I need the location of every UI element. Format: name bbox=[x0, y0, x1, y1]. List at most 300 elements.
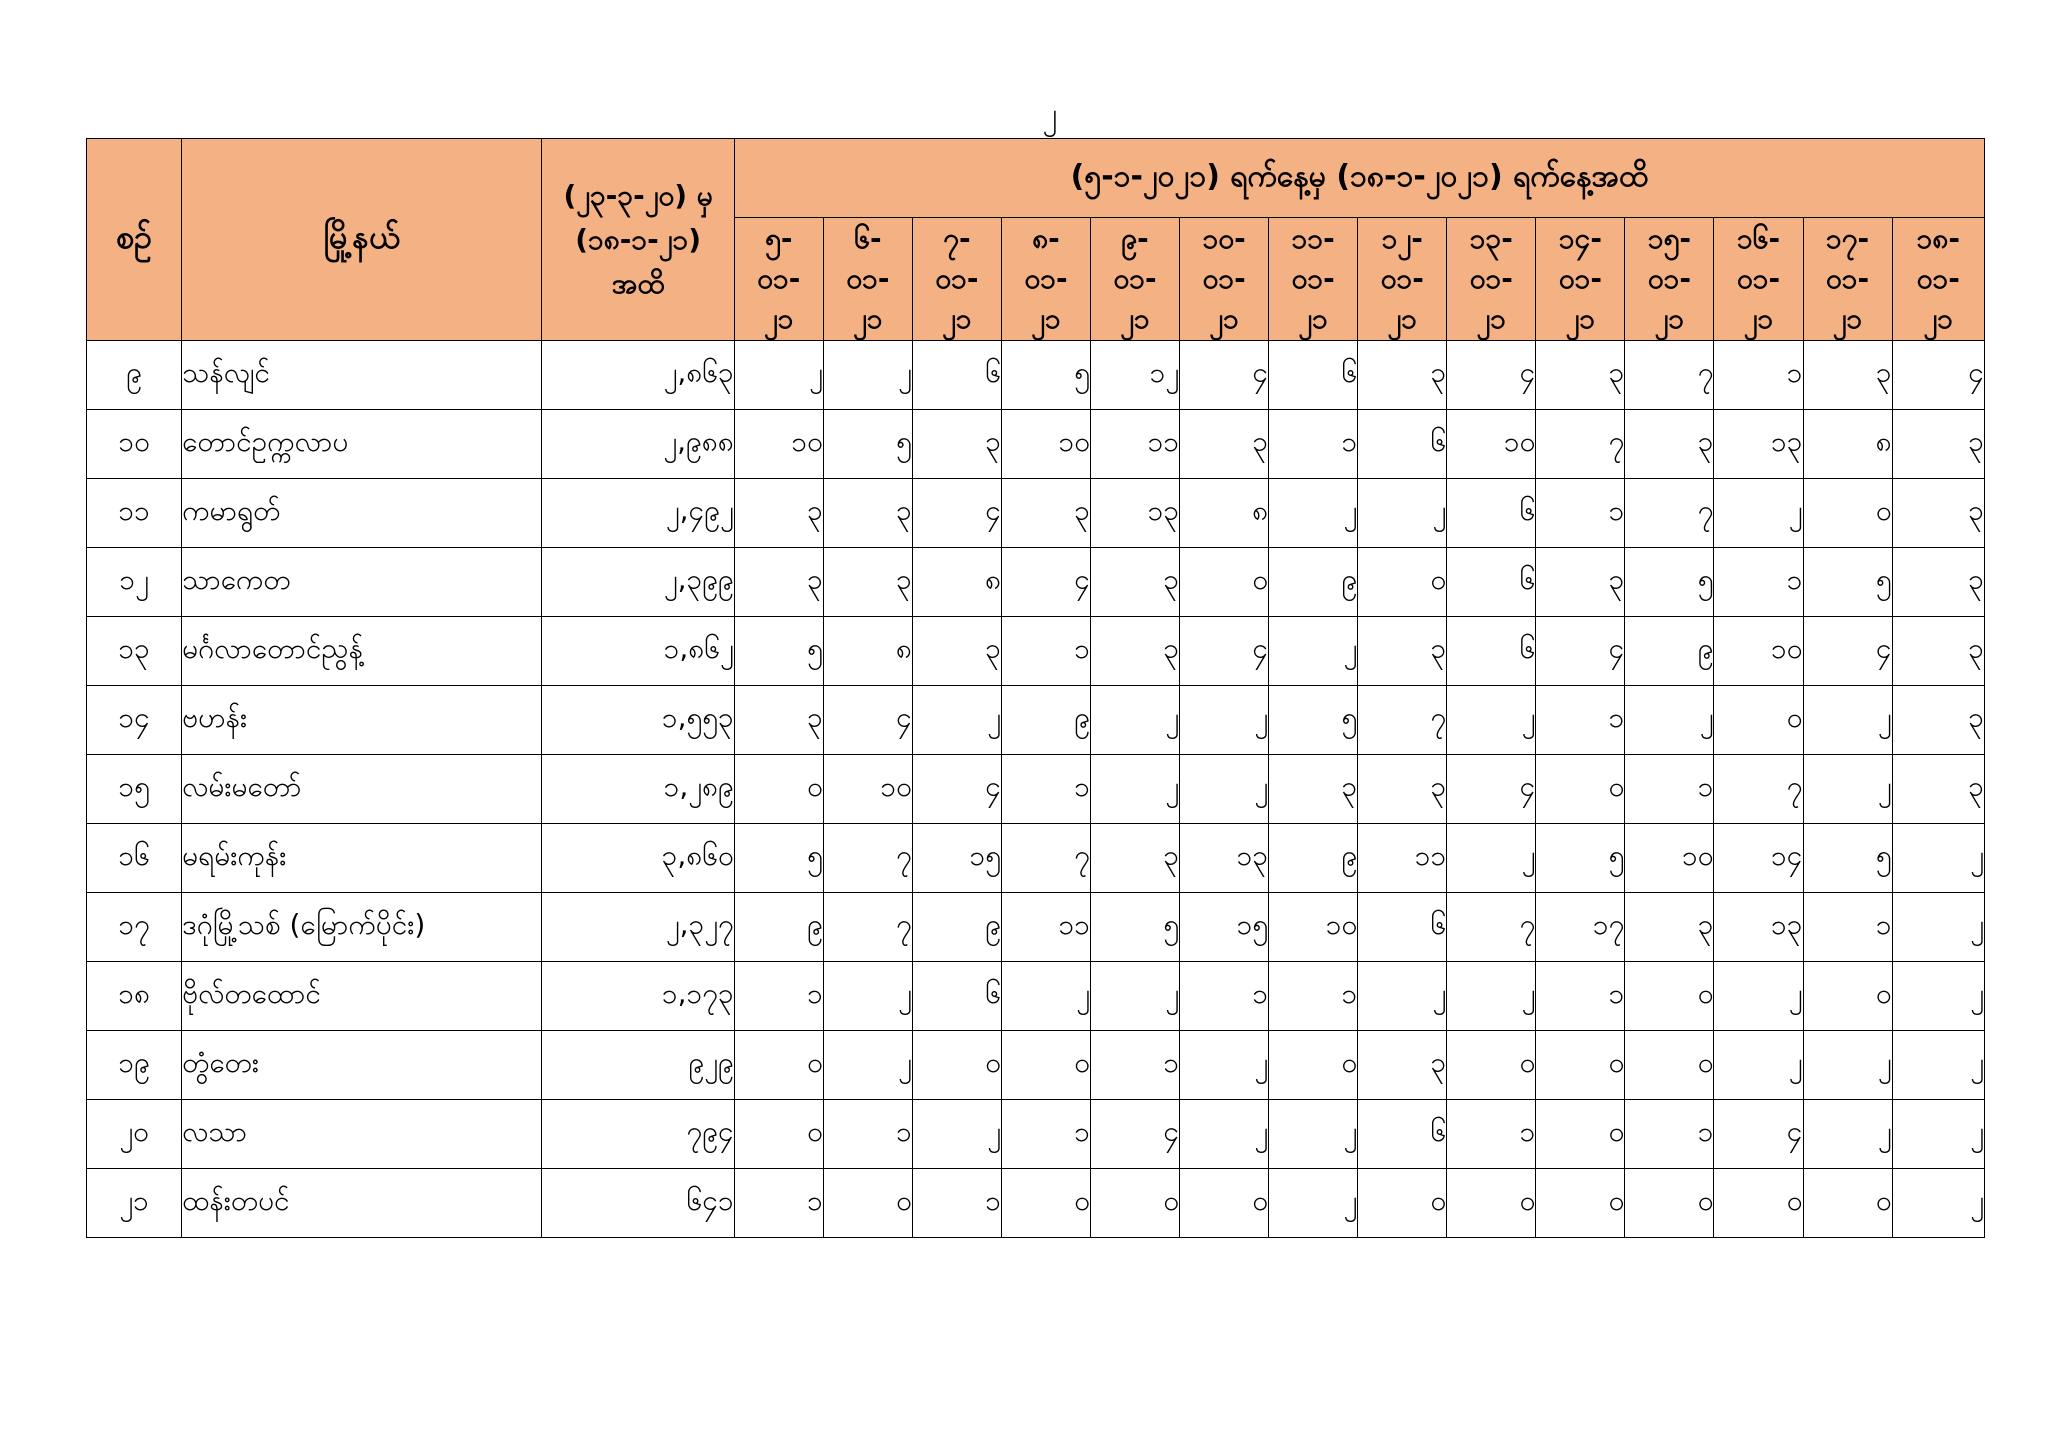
row-daily-value: ၀ bbox=[734, 1031, 823, 1100]
row-daily-value: ၁၇ bbox=[1536, 893, 1625, 962]
row-serial: ၁၅ bbox=[87, 755, 182, 824]
header-day-part: ၂၁ bbox=[853, 302, 883, 335]
row-daily-value: ၃ bbox=[1625, 893, 1714, 962]
row-daily-value: ၁ bbox=[1269, 962, 1358, 1031]
header-day-part: ၀၁- bbox=[1558, 262, 1602, 295]
row-cumulative-total: ၆၄၁ bbox=[542, 1169, 734, 1238]
row-township: မင်္ဂလာတောင်ညွန့် bbox=[182, 617, 542, 686]
row-daily-value: ၀ bbox=[734, 755, 823, 824]
row-daily-value: ၃ bbox=[1625, 410, 1714, 479]
header-day-part: ၀၁- bbox=[1113, 262, 1157, 295]
row-daily-value: ၈ bbox=[1180, 479, 1269, 548]
header-day-part: ၀၁- bbox=[1469, 262, 1513, 295]
row-daily-value: ၃ bbox=[1536, 548, 1625, 617]
row-daily-value: ၁၀ bbox=[1447, 410, 1536, 479]
row-daily-value: ၁ bbox=[912, 1169, 1001, 1238]
row-daily-value: ၂ bbox=[1180, 755, 1269, 824]
row-daily-value: ၀ bbox=[823, 1169, 912, 1238]
row-daily-value: ၀ bbox=[1447, 1169, 1536, 1238]
row-daily-value: ၂ bbox=[1892, 962, 1984, 1031]
row-daily-value: ၃ bbox=[823, 479, 912, 548]
row-daily-value: ၅ bbox=[1803, 824, 1892, 893]
header-day-part: ၁၂- bbox=[1381, 222, 1423, 255]
header-day-part: ၁၅- bbox=[1647, 222, 1691, 255]
row-daily-value: ၀ bbox=[1001, 1031, 1090, 1100]
header-day-part: ၂၁ bbox=[1120, 302, 1150, 335]
row-serial: ၁၇ bbox=[87, 893, 182, 962]
header-day-10 bbox=[1536, 218, 1625, 341]
row-daily-value: ၀ bbox=[1001, 1169, 1090, 1238]
row-daily-value: ၁ bbox=[1536, 686, 1625, 755]
row-daily-value: ၁၀ bbox=[1269, 893, 1358, 962]
table-row bbox=[87, 617, 1985, 686]
row-daily-value: ၂ bbox=[1714, 1031, 1803, 1100]
row-daily-value: ၆ bbox=[1447, 617, 1536, 686]
row-daily-value: ၁၀ bbox=[734, 410, 823, 479]
header-day-1 bbox=[734, 218, 823, 341]
row-daily-value: ၂ bbox=[1803, 686, 1892, 755]
row-township: ကမာရွတ် bbox=[182, 479, 542, 548]
row-cumulative-total: ၁,၁၇၃ bbox=[542, 962, 734, 1031]
row-daily-value: ၆ bbox=[1358, 410, 1447, 479]
row-daily-value: ၃ bbox=[1358, 755, 1447, 824]
row-daily-value: ၃ bbox=[1091, 824, 1180, 893]
row-daily-value: ၂ bbox=[912, 1100, 1001, 1169]
header-cumulative-line3: အထိ bbox=[611, 266, 665, 300]
header-day-part: ၂၁ bbox=[1209, 302, 1239, 335]
row-daily-value: ၀ bbox=[1803, 479, 1892, 548]
row-daily-value: ၀ bbox=[1358, 548, 1447, 617]
row-daily-value: ၁၁ bbox=[1358, 824, 1447, 893]
row-daily-value: ၂ bbox=[1091, 755, 1180, 824]
table-body bbox=[87, 341, 1985, 1238]
row-daily-value: ၂ bbox=[1269, 1100, 1358, 1169]
row-cumulative-total: ၂,၃၂၇ bbox=[542, 893, 734, 962]
header-day-part: ၀၁- bbox=[1916, 262, 1960, 295]
row-daily-value: ၁ bbox=[734, 1169, 823, 1238]
row-daily-value: ၂ bbox=[1091, 962, 1180, 1031]
row-cumulative-total: ၂,၄၉၂ bbox=[542, 479, 734, 548]
row-cumulative-total: ၁,၈၆၂ bbox=[542, 617, 734, 686]
row-daily-value: ၅ bbox=[1625, 548, 1714, 617]
row-daily-value: ၁၃ bbox=[1180, 824, 1269, 893]
row-cumulative-total: ၂,၃၉၉ bbox=[542, 548, 734, 617]
header-day-part: ၀၁- bbox=[1380, 262, 1424, 295]
row-daily-value: ၄ bbox=[1803, 617, 1892, 686]
table-row bbox=[87, 962, 1985, 1031]
row-daily-value: ၁ bbox=[734, 962, 823, 1031]
header-day-7 bbox=[1269, 218, 1358, 341]
row-daily-value: ၃ bbox=[1536, 341, 1625, 410]
row-serial: ၁၄ bbox=[87, 686, 182, 755]
row-daily-value: ၃ bbox=[1269, 755, 1358, 824]
header-day-part: ၂၁ bbox=[1387, 302, 1417, 335]
row-cumulative-total: ၁,၅၅၃ bbox=[542, 686, 734, 755]
row-daily-value: ၅ bbox=[1001, 341, 1090, 410]
row-township: သန်လျင် bbox=[182, 341, 542, 410]
header-day-part: ၀၁- bbox=[1024, 262, 1068, 295]
row-daily-value: ၉ bbox=[1001, 686, 1090, 755]
row-daily-value: ၁ bbox=[1269, 410, 1358, 479]
row-daily-value: ၇ bbox=[1001, 824, 1090, 893]
row-daily-value: ၃ bbox=[1358, 617, 1447, 686]
table-header bbox=[87, 139, 1985, 341]
row-daily-value: ၃ bbox=[1892, 479, 1984, 548]
header-day-13 bbox=[1803, 218, 1892, 341]
row-daily-value: ၂ bbox=[1447, 962, 1536, 1031]
row-daily-value: ၂ bbox=[1714, 479, 1803, 548]
row-daily-value: ၁ bbox=[1001, 755, 1090, 824]
row-daily-value: ၂ bbox=[1892, 824, 1984, 893]
row-daily-value: ၀ bbox=[1536, 1100, 1625, 1169]
row-daily-value: ၂ bbox=[823, 341, 912, 410]
row-daily-value: ၆ bbox=[1358, 1100, 1447, 1169]
row-daily-value: ၂ bbox=[1803, 755, 1892, 824]
header-day-8 bbox=[1358, 218, 1447, 341]
header-day-3 bbox=[912, 218, 1001, 341]
header-day-part: ၇- bbox=[943, 222, 971, 255]
row-daily-value: ၂ bbox=[823, 962, 912, 1031]
row-daily-value: ၀ bbox=[1447, 1031, 1536, 1100]
row-daily-value: ၄ bbox=[1091, 1100, 1180, 1169]
row-daily-value: ၆ bbox=[1447, 479, 1536, 548]
row-daily-value: ၄ bbox=[912, 755, 1001, 824]
row-daily-value: ၂ bbox=[1180, 1031, 1269, 1100]
row-daily-value: ၃ bbox=[1358, 341, 1447, 410]
row-daily-value: ၂ bbox=[1892, 1100, 1984, 1169]
row-daily-value: ၃ bbox=[734, 479, 823, 548]
row-daily-value: ၀ bbox=[1625, 962, 1714, 1031]
header-day-4 bbox=[1001, 218, 1090, 341]
row-daily-value: ၁၂ bbox=[1091, 341, 1180, 410]
row-daily-value: ၇ bbox=[823, 824, 912, 893]
header-day-part: ၂၁ bbox=[764, 302, 794, 335]
row-daily-value: ၄ bbox=[1447, 341, 1536, 410]
row-daily-value: ၃ bbox=[1892, 617, 1984, 686]
row-daily-value: ၀ bbox=[1803, 962, 1892, 1031]
header-day-part: ၁၇- bbox=[1826, 222, 1870, 255]
row-township: ဗဟန်း bbox=[182, 686, 542, 755]
row-daily-value: ၂ bbox=[1269, 1169, 1358, 1238]
row-daily-value: ၂ bbox=[1269, 617, 1358, 686]
row-daily-value: ၀ bbox=[1536, 1169, 1625, 1238]
row-daily-value: ၁ bbox=[1536, 479, 1625, 548]
row-daily-value: ၂ bbox=[1091, 686, 1180, 755]
row-daily-value: ၄ bbox=[1001, 548, 1090, 617]
row-cumulative-total: ၉၂၉ bbox=[542, 1031, 734, 1100]
row-daily-value: ၆ bbox=[1269, 341, 1358, 410]
row-daily-value: ၃ bbox=[1180, 410, 1269, 479]
row-daily-value: ၁ bbox=[823, 1100, 912, 1169]
table-row bbox=[87, 686, 1985, 755]
row-daily-value: ၈ bbox=[1803, 410, 1892, 479]
row-township: လသာ bbox=[182, 1100, 542, 1169]
header-day-part: ၁၈- bbox=[1916, 222, 1960, 255]
row-daily-value: ၄ bbox=[1536, 617, 1625, 686]
row-daily-value: ၁၁ bbox=[1001, 893, 1090, 962]
row-daily-value: ၄ bbox=[1180, 341, 1269, 410]
row-daily-value: ၃ bbox=[1892, 755, 1984, 824]
table-row bbox=[87, 824, 1985, 893]
row-daily-value: ၀ bbox=[1180, 548, 1269, 617]
row-daily-value: ၁ bbox=[1091, 1031, 1180, 1100]
header-day-part: ၂၁ bbox=[1923, 302, 1954, 335]
row-daily-value: ၃ bbox=[1358, 1031, 1447, 1100]
table-row bbox=[87, 479, 1985, 548]
row-daily-value: ၄ bbox=[912, 479, 1001, 548]
row-daily-value: ၂ bbox=[1447, 686, 1536, 755]
row-daily-value: ၆ bbox=[912, 962, 1001, 1031]
header-day-11 bbox=[1625, 218, 1714, 341]
header-day-part: ၀၁- bbox=[757, 262, 801, 295]
row-daily-value: ၀ bbox=[734, 1100, 823, 1169]
row-daily-value: ၃ bbox=[912, 410, 1001, 479]
header-day-part: ၀၁- bbox=[1291, 262, 1335, 295]
row-township: လမ်းမတော် bbox=[182, 755, 542, 824]
row-daily-value: ၁၅ bbox=[912, 824, 1001, 893]
header-day-9 bbox=[1447, 218, 1536, 341]
header-cumulative-line2: (၁၈-၁-၂၁) bbox=[575, 222, 702, 256]
row-daily-value: ၂ bbox=[1625, 686, 1714, 755]
table-row bbox=[87, 893, 1985, 962]
row-daily-value: ၁ bbox=[1625, 1100, 1714, 1169]
row-daily-value: ၁ bbox=[1447, 1100, 1536, 1169]
row-daily-value: ၁ bbox=[1714, 548, 1803, 617]
row-daily-value: ၂ bbox=[1269, 479, 1358, 548]
row-daily-value: ၂ bbox=[823, 1031, 912, 1100]
row-township: တွံတေး bbox=[182, 1031, 542, 1100]
header-cumulative bbox=[542, 139, 734, 341]
row-daily-value: ၆ bbox=[1358, 893, 1447, 962]
header-day-5 bbox=[1091, 218, 1180, 341]
row-cumulative-total: ၂,၉၈၈ bbox=[542, 410, 734, 479]
header-day-part: ၂၁ bbox=[1298, 302, 1328, 335]
row-daily-value: ၀ bbox=[1714, 1169, 1803, 1238]
row-serial: ၁၂ bbox=[87, 548, 182, 617]
header-township: မြို့နယ် bbox=[182, 139, 542, 341]
header-day-part: ၀၁- bbox=[1647, 262, 1691, 295]
row-daily-value: ၂ bbox=[1803, 1031, 1892, 1100]
row-daily-value: ၁ bbox=[1803, 893, 1892, 962]
row-township: ဒဂုံမြို့သစ် (မြောက်ပိုင်း) bbox=[182, 893, 542, 962]
row-daily-value: ၅ bbox=[734, 824, 823, 893]
header-day-part: ၈- bbox=[1032, 222, 1060, 255]
row-daily-value: ၁ bbox=[1714, 341, 1803, 410]
row-serial: ၁၀ bbox=[87, 410, 182, 479]
row-daily-value: ၉ bbox=[734, 893, 823, 962]
header-day-part: ၂၁ bbox=[1476, 302, 1507, 335]
row-daily-value: ၂ bbox=[912, 686, 1001, 755]
header-serial: စဉ် bbox=[87, 139, 182, 341]
row-daily-value: ၇ bbox=[1714, 755, 1803, 824]
row-daily-value: ၅ bbox=[1803, 548, 1892, 617]
row-daily-value: ၅ bbox=[1536, 824, 1625, 893]
row-daily-value: ၇ bbox=[1625, 341, 1714, 410]
row-daily-value: ၁ bbox=[1180, 962, 1269, 1031]
row-daily-value: ၁ bbox=[1001, 1100, 1090, 1169]
row-serial: ၁၉ bbox=[87, 1031, 182, 1100]
header-day-part: ၀၁- bbox=[846, 262, 890, 295]
header-day-part: ၁၄- bbox=[1558, 222, 1602, 255]
row-daily-value: ၁၃ bbox=[1714, 410, 1803, 479]
header-day-part: ၁၆- bbox=[1736, 222, 1781, 255]
row-daily-value: ၁ bbox=[1536, 962, 1625, 1031]
table-row bbox=[87, 755, 1985, 824]
row-serial: ၂၁ bbox=[87, 1169, 182, 1238]
covid-cases-table bbox=[86, 138, 1985, 1238]
header-day-part: ၂၁ bbox=[1031, 302, 1061, 335]
header-day-part: ၂၁ bbox=[1743, 302, 1774, 335]
row-daily-value: ၅ bbox=[823, 410, 912, 479]
header-day-2 bbox=[823, 218, 912, 341]
row-daily-value: ၃ bbox=[1803, 341, 1892, 410]
header-day-12 bbox=[1714, 218, 1803, 341]
row-daily-value: ၂ bbox=[1892, 893, 1984, 962]
row-daily-value: ၀ bbox=[1091, 1169, 1180, 1238]
row-daily-value: ၃ bbox=[1892, 686, 1984, 755]
row-cumulative-total: ၁,၂၈၉ bbox=[542, 755, 734, 824]
header-day-part: ၀၁- bbox=[1736, 262, 1781, 295]
header-day-part: ၀၁- bbox=[1826, 262, 1870, 295]
row-serial: ၉ bbox=[87, 341, 182, 410]
row-daily-value: ၄ bbox=[1892, 341, 1984, 410]
table-row bbox=[87, 1169, 1985, 1238]
header-day-part: ၀၁- bbox=[1202, 262, 1246, 295]
row-daily-value: ၄ bbox=[1180, 617, 1269, 686]
row-daily-value: ၃ bbox=[1892, 410, 1984, 479]
row-township: သာကေတ bbox=[182, 548, 542, 617]
row-daily-value: ၂ bbox=[1358, 962, 1447, 1031]
header-day-part: ၂၁ bbox=[1832, 302, 1863, 335]
table-row bbox=[87, 1031, 1985, 1100]
row-daily-value: ၀ bbox=[1358, 1169, 1447, 1238]
row-daily-value: ၈ bbox=[912, 548, 1001, 617]
row-daily-value: ၂ bbox=[1803, 1100, 1892, 1169]
row-daily-value: ၂ bbox=[1447, 824, 1536, 893]
header-day-part: ၁၁- bbox=[1291, 222, 1335, 255]
header-day-part: ၂၁ bbox=[942, 302, 972, 335]
row-daily-value: ၀ bbox=[1180, 1169, 1269, 1238]
row-daily-value: ၁၅ bbox=[1180, 893, 1269, 962]
row-daily-value: ၀ bbox=[1625, 1031, 1714, 1100]
row-serial: ၂၀ bbox=[87, 1100, 182, 1169]
row-daily-value: ၂ bbox=[1180, 686, 1269, 755]
row-daily-value: ၂ bbox=[1358, 479, 1447, 548]
row-cumulative-total: ၃,၈၆၀ bbox=[542, 824, 734, 893]
row-serial: ၁၁ bbox=[87, 479, 182, 548]
row-daily-value: ၉ bbox=[1625, 617, 1714, 686]
row-township: မရမ်းကုန်း bbox=[182, 824, 542, 893]
row-daily-value: ၁၁ bbox=[1091, 410, 1180, 479]
row-daily-value: ၂ bbox=[1714, 962, 1803, 1031]
row-daily-value: ၀ bbox=[1625, 1169, 1714, 1238]
row-daily-value: ၈ bbox=[823, 617, 912, 686]
table-row bbox=[87, 1100, 1985, 1169]
row-daily-value: ၀ bbox=[912, 1031, 1001, 1100]
row-daily-value: ၉ bbox=[912, 893, 1001, 962]
row-township: ထန်းတပင် bbox=[182, 1169, 542, 1238]
row-daily-value: ၂ bbox=[734, 341, 823, 410]
row-cumulative-total: ၂,၈၆၃ bbox=[542, 341, 734, 410]
header-cumulative-line1: (၂၃-၃-၂၀) မှ bbox=[563, 178, 713, 212]
table-row bbox=[87, 548, 1985, 617]
row-daily-value: ၁၀ bbox=[823, 755, 912, 824]
row-daily-value: ၇ bbox=[1536, 410, 1625, 479]
table-row bbox=[87, 410, 1985, 479]
header-day-6 bbox=[1180, 218, 1269, 341]
row-cumulative-total: ၇၉၄ bbox=[542, 1100, 734, 1169]
row-daily-value: ၅ bbox=[1091, 893, 1180, 962]
row-daily-value: ၁၀ bbox=[1714, 617, 1803, 686]
row-daily-value: ၁၃ bbox=[1091, 479, 1180, 548]
row-daily-value: ၂ bbox=[1001, 962, 1090, 1031]
header-day-part: ၁၀- bbox=[1202, 222, 1246, 255]
row-daily-value: ၃ bbox=[1091, 617, 1180, 686]
row-daily-value: ၀ bbox=[1536, 1031, 1625, 1100]
row-daily-value: ၆ bbox=[912, 341, 1001, 410]
page-number: ၂ bbox=[1042, 97, 1058, 132]
header-day-part: ၉- bbox=[1121, 222, 1149, 255]
row-daily-value: ၇ bbox=[1447, 893, 1536, 962]
row-daily-value: ၁ bbox=[1001, 617, 1090, 686]
row-daily-value: ၄ bbox=[1447, 755, 1536, 824]
row-serial: ၁၃ bbox=[87, 617, 182, 686]
header-day-part: ၂၁ bbox=[1654, 302, 1685, 335]
row-daily-value: ၀ bbox=[1536, 755, 1625, 824]
header-day-part: ၆- bbox=[854, 222, 882, 255]
row-daily-value: ၄ bbox=[1714, 1100, 1803, 1169]
row-daily-value: ၃ bbox=[1001, 479, 1090, 548]
row-daily-value: ၃ bbox=[734, 686, 823, 755]
row-daily-value: ၀ bbox=[1803, 1169, 1892, 1238]
row-daily-value: ၇ bbox=[1358, 686, 1447, 755]
row-daily-value: ၃ bbox=[1892, 548, 1984, 617]
row-daily-value: ၃ bbox=[823, 548, 912, 617]
header-day-part: ၁၃- bbox=[1469, 222, 1513, 255]
row-daily-value: ၂ bbox=[1892, 1169, 1984, 1238]
row-daily-value: ၁၃ bbox=[1714, 893, 1803, 962]
row-daily-value: ၅ bbox=[734, 617, 823, 686]
row-daily-value: ၄ bbox=[823, 686, 912, 755]
row-serial: ၁၆ bbox=[87, 824, 182, 893]
row-daily-value: ၁၀ bbox=[1625, 824, 1714, 893]
row-daily-value: ၆ bbox=[1447, 548, 1536, 617]
row-daily-value: ၀ bbox=[1269, 1031, 1358, 1100]
header-day-14 bbox=[1892, 218, 1984, 341]
row-township: တောင်ဥက္ကလာပ bbox=[182, 410, 542, 479]
row-serial: ၁၈ bbox=[87, 962, 182, 1031]
row-daily-value: ၇ bbox=[1625, 479, 1714, 548]
header-day-part: ၂၁ bbox=[1565, 302, 1596, 335]
header-day-part: ၅- bbox=[765, 222, 793, 255]
row-township: ဗိုလ်တထောင် bbox=[182, 962, 542, 1031]
row-daily-value: ၂ bbox=[1892, 1031, 1984, 1100]
row-daily-value: ၀ bbox=[1714, 686, 1803, 755]
row-daily-value: ၂ bbox=[1180, 1100, 1269, 1169]
row-daily-value: ၁၀ bbox=[1001, 410, 1090, 479]
row-daily-value: ၉ bbox=[1269, 824, 1358, 893]
row-daily-value: ၃ bbox=[912, 617, 1001, 686]
row-daily-value: ၉ bbox=[1269, 548, 1358, 617]
header-day-part: ၀၁- bbox=[935, 262, 979, 295]
table-row bbox=[87, 341, 1985, 410]
row-daily-value: ၁၄ bbox=[1714, 824, 1803, 893]
row-daily-value: ၁ bbox=[1625, 755, 1714, 824]
row-daily-value: ၃ bbox=[1091, 548, 1180, 617]
row-daily-value: ၃ bbox=[734, 548, 823, 617]
row-daily-value: ၅ bbox=[1269, 686, 1358, 755]
header-date-range: (၅-၁-၂၀၂၁) ရက်နေ့မှ (၁၈-၁-၂၀၂၁) ရက်နေ့အထိ bbox=[734, 139, 1984, 218]
